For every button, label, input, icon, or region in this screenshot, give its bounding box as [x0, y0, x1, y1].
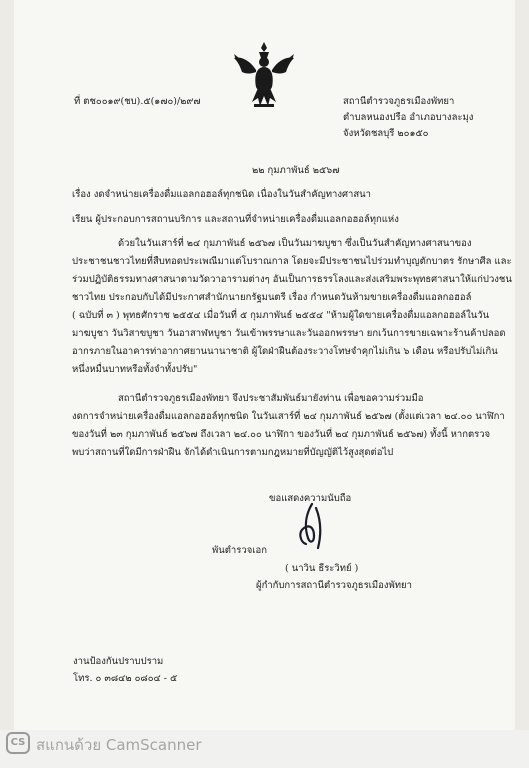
recipient-line: เรียน ผู้ประกอบการสถานบริการ และสถานที่จำหน่ายเครื่องดื่มแอลกอฮอล์ทุกแห่ง	[72, 214, 399, 225]
body-line: ( ฉบับที่ ๓ ) พุทธศักราช ๒๕๕๔ เมื่อวันที่ ๕ กุมภาพันธ์ ๒๕๕๔ "ห้ามผู้ใดขายเครื่องดื่มแอลกอฮอล์ในวัน	[72, 310, 490, 321]
body-line: มาฆบูชา วันวิสาขบูชา วันอาสาฬหบูชา วันเข้าพรรษาและวันออกพรรษา ยกเว้นการขายเฉพาะร้านค้าปลอด	[72, 328, 506, 339]
camscanner-logo-icon: CS	[6, 732, 30, 754]
document-number: ที่ ตช๐๐๑๙(ชบ).๕(๑๗๐)/๒๙๗	[74, 96, 201, 107]
address-line-1: ตำบลหนองปรือ อำเภอบางละมุง	[343, 112, 474, 123]
body-line: อากรภายในอาคารท่าอากาศยานนานาชาติ ผู้ใดฝ่าฝืนต้องระวางโทษจำคุกไม่เกิน ๖ เดือน หรือปรับไม่เกิน	[72, 346, 498, 357]
address-line-2: จังหวัดชลบุรี ๒๐๑๕๐	[343, 128, 429, 139]
camscanner-watermark-text: สแกนด้วย CamScanner	[36, 736, 202, 754]
body-line: ชาวไทย ประกอบกับได้มีประกาศสำนักนายกรัฐมนตรี เรื่อง กำหนดวันห้ามขายเครื่องดื่มแอลกอฮอล์	[72, 292, 472, 303]
phone-number: โทร. ๐ ๓๘๔๒ ๐๘๐๔ - ๕	[73, 673, 178, 684]
signer-rank: พันตำรวจเอก	[212, 545, 267, 556]
body-line: พบว่าสถานที่ใดมีการฝ่าฝืน จักได้ดำเนินการตามกฎหมายที่บัญญัติไว้สูงสุดต่อไป	[72, 447, 394, 458]
signer-position: ผู้กำกับการสถานีตำรวจภูธรเมืองพัทยา	[256, 580, 412, 591]
document-date: ๒๒ กุมภาพันธ์ ๒๕๖๗	[252, 165, 340, 176]
signer-name: ( นาวิน ธีระวิทย์ )	[285, 563, 359, 574]
body-line: ประชาชนชาวไทยที่สืบทอดประเพณีมาแต่โบราณกาล โดยจะมีประชาชนไปร่วมทำบุญตักบาตร รักษาศีล และ	[72, 256, 512, 267]
subject-line: เรื่อง งดจำหน่ายเครื่องดื่มแอลกอฮอล์ทุกชนิด เนื่องในวันสำคัญทางศาสนา	[72, 189, 371, 200]
handwritten-signature	[282, 500, 342, 560]
department-name: งานป้องกันปราบปราม	[73, 656, 164, 667]
body-line: ของวันที่ ๒๓ กุมภาพันธ์ ๒๕๖๗ ถึงเวลา ๒๔.๐๐ นาฬิกา ของวันที่ ๒๔ กุมภาพันธ์ ๒๕๖๗) ทั้งนี้ หากตรวจ	[72, 429, 491, 440]
office-name: สถานีตำรวจภูธรเมืองพัทยา	[343, 96, 455, 107]
body-line: ร่วมปฏิบัติธรรมทางศาสนาตามวัดวาอารามต่างๆ อันเป็นการธรรโลงและส่งเสริมพระพุทธศาสนาให้แก่ปวงชน	[72, 274, 512, 285]
body-line: งดการจำหน่ายเครื่องดื่มแอลกอฮอล์ทุกชนิด ในวันเสาร์ที่ ๒๔ กุมภาพันธ์ ๒๕๖๗ (ตั้งแต่เวลา ๒๔.๐๐ นาฬิกา	[72, 411, 505, 422]
body-line: หนึ่งหมื่นบาทหรือทั้งจำทั้งปรับ"	[72, 364, 198, 375]
garuda-emblem-icon	[232, 40, 296, 112]
closing-salutation: ขอแสดงความนับถือ	[269, 493, 352, 504]
body-line: ด้วยในวันเสาร์ที่ ๒๔ กุมภาพันธ์ ๒๕๖๗ เป็นวันมาฆบูชา ซึ่งเป็นวันสำคัญทางศาสนาของ	[118, 238, 472, 249]
body-line: สถานีตำรวจภูธรเมืองพัทยา จึงประชาสัมพันธ์มายังท่าน เพื่อขอความร่วมมือ	[118, 393, 424, 404]
